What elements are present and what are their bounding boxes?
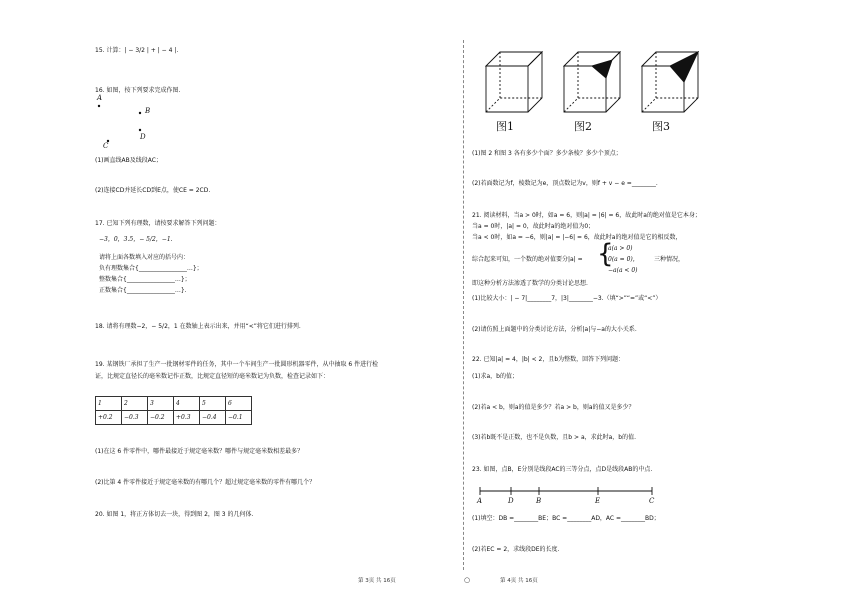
q17-title: 17. 已知下列有理数，请按要求解答下列问题： bbox=[95, 220, 221, 227]
figure-2-label: 图2 bbox=[574, 120, 592, 133]
right-page-number: 第 4页 共 16页 bbox=[500, 578, 538, 584]
cut-corner-3 bbox=[670, 52, 698, 82]
q21-case-zero: 0(a = 0)， bbox=[608, 256, 639, 263]
segment-point-e: E bbox=[595, 497, 601, 505]
cut-corner-2 bbox=[592, 60, 612, 78]
point-b-label: B bbox=[145, 107, 151, 115]
point-a-dot bbox=[98, 105, 100, 107]
q15-text: 15. 计算：| − 3/2 | + | − 4 |. bbox=[95, 47, 179, 54]
table-cell: −0.2 bbox=[148, 411, 174, 425]
q21-line2: 当a = 0时，|a| = 0，故此时a的绝对值为0； bbox=[472, 223, 595, 230]
left-page-number: 第 3页 共 16页 bbox=[358, 578, 396, 584]
cube-figure-1 bbox=[486, 52, 542, 112]
segment-point-b: B bbox=[536, 497, 542, 505]
q22-part3: (3)若b既不是正数，也不是负数，且b > a，求此时a，b的值. bbox=[472, 434, 637, 441]
q17-positive-set: 正数集合{________________…}. bbox=[99, 287, 187, 294]
q16-part1: (1)画直线AB及线段AC； bbox=[95, 157, 162, 164]
table-header-cell: 1 bbox=[96, 397, 122, 411]
table-cell: −0.4 bbox=[200, 411, 226, 425]
q21-case-negative: −a(a < 0) bbox=[608, 267, 638, 274]
q21-line4-start: 综合起来可知，一个数的绝对值要分|a| = bbox=[472, 256, 583, 263]
q22-title: 22. 已知|a| = 4，|b| < 2，且b为整数，回答下列问题： bbox=[472, 356, 625, 363]
table-cell: +0.2 bbox=[96, 411, 122, 425]
table-header-cell: 5 bbox=[200, 397, 226, 411]
q23-title: 23. 如图，点B，E分别是线段AC的三等分点，点D是线段AB的中点. bbox=[472, 466, 653, 473]
point-c-label: C bbox=[103, 142, 109, 150]
q17-numbers: −3，0，3.5，− 5/2，−1. bbox=[99, 236, 173, 243]
q23-part1: (1)填空：DB =________BE；BC =________AD，AC =________BD； bbox=[472, 515, 660, 522]
cube-figure-2 bbox=[564, 52, 620, 112]
q23-part2: (2)若EC = 2，求线段DE的长度. bbox=[472, 546, 560, 553]
q21-case-positive: a(a > 0) bbox=[608, 245, 633, 252]
q21-part2: (2)请仿照上面题中的分类讨论方法，分析|a|与−a的大小关系. bbox=[472, 326, 637, 333]
q19-line2: 证，比规定直径长的毫米数记作正数，比规定直径短的毫米数记为负数，检查记录如下： bbox=[95, 373, 330, 380]
q20-title: 20. 如图 1，将正方体切去一块，得到图 2，图 3 的几何体. bbox=[95, 511, 254, 518]
point-a-label: A bbox=[97, 94, 103, 102]
q19-record-table bbox=[95, 396, 252, 425]
segment-point-c: C bbox=[649, 497, 655, 505]
q22-part1: (1)求a，b的值； bbox=[472, 373, 518, 380]
table-row bbox=[96, 397, 252, 411]
point-d-dot bbox=[139, 129, 141, 131]
q20-part1: (1)图 2 和图 3 各有多少个面？多少条棱？多少个顶点； bbox=[472, 150, 622, 157]
q21-part1: (1)比较大小：| − 7|________7，|3|________−3.（填“>”“=”或“<”） bbox=[472, 295, 662, 302]
table-cell: −0.1 bbox=[226, 411, 252, 425]
q22-part2: (2)若a < b，则a的值是多少？若a > b，则a的值又是多少？ bbox=[472, 404, 635, 411]
q16-title: 16. 如图，按下列要求完成作图. bbox=[95, 87, 181, 94]
q16-part2: (2)连接CD并延长CD到E点，使CE = 2CD. bbox=[95, 187, 211, 194]
segment-figure bbox=[474, 484, 664, 498]
figure-3-label: 图3 bbox=[652, 120, 670, 133]
q18-text: 18. 请将有理数−2，− 5/2，1 在数轴上表示出来，并用“<”将它们进行排列. bbox=[95, 323, 301, 330]
cube-figures bbox=[478, 48, 718, 118]
table-row bbox=[96, 411, 252, 425]
figure-1-label: 图1 bbox=[496, 120, 514, 133]
q19-line1: 19. 某钢铁厂承担了生产一批钢材零件的任务，其中一个车间生产一批圆形机器零件，从中抽取 6 件进行检 bbox=[95, 361, 379, 368]
table-header-cell: 3 bbox=[148, 397, 174, 411]
q17-integer-set: 整数集合{________________…}； bbox=[99, 276, 191, 283]
table-header-cell: 6 bbox=[226, 397, 252, 411]
cube-figure-3 bbox=[642, 52, 698, 112]
point-b-dot bbox=[139, 112, 141, 114]
q21-line3: 当a < 0时，如a = −6，则|a| = |−6| = 6，故此时a的绝对值是它的相反数， bbox=[472, 234, 682, 241]
segment-point-d: D bbox=[508, 497, 514, 505]
page-divider bbox=[463, 40, 464, 570]
q21-line5: 即这种分析方法渗透了数学的分类讨论思想. bbox=[472, 280, 588, 287]
point-d-label: D bbox=[140, 133, 146, 141]
piecewise-brace: { bbox=[597, 239, 614, 269]
segment-point-a: A bbox=[477, 497, 483, 505]
q20-part2: (2)若面数记为f，棱数记为e，顶点数记为v，则f + v − e =________. bbox=[472, 180, 658, 187]
q17-negative-set: 负有理数集合{________________…}； bbox=[99, 265, 203, 272]
table-cell: +0.3 bbox=[174, 411, 200, 425]
table-header-cell: 2 bbox=[122, 397, 148, 411]
table-cell: −0.3 bbox=[122, 411, 148, 425]
q19-part2: (2)比第 4 件零件接近于规定毫米数的有哪几个？超过规定毫米数的零件有哪几个？ bbox=[95, 479, 316, 486]
q21-line1: 21. 阅读材料，当a > 0时，如a = 6，则|a| = |6| = 6，故此时a的绝对值是它本身； bbox=[472, 212, 701, 219]
table-header-cell: 4 bbox=[174, 397, 200, 411]
q17-intro: 请将上面各数填入对应的括号内： bbox=[99, 254, 190, 261]
q19-part1: (1)在这 6 件零件中，哪件最接近于规定毫米数？哪件与规定毫米数相差最多？ bbox=[95, 448, 304, 455]
q21-line4-end: 三种情况， bbox=[654, 256, 685, 263]
center-hole-mark: ○ bbox=[464, 576, 471, 584]
